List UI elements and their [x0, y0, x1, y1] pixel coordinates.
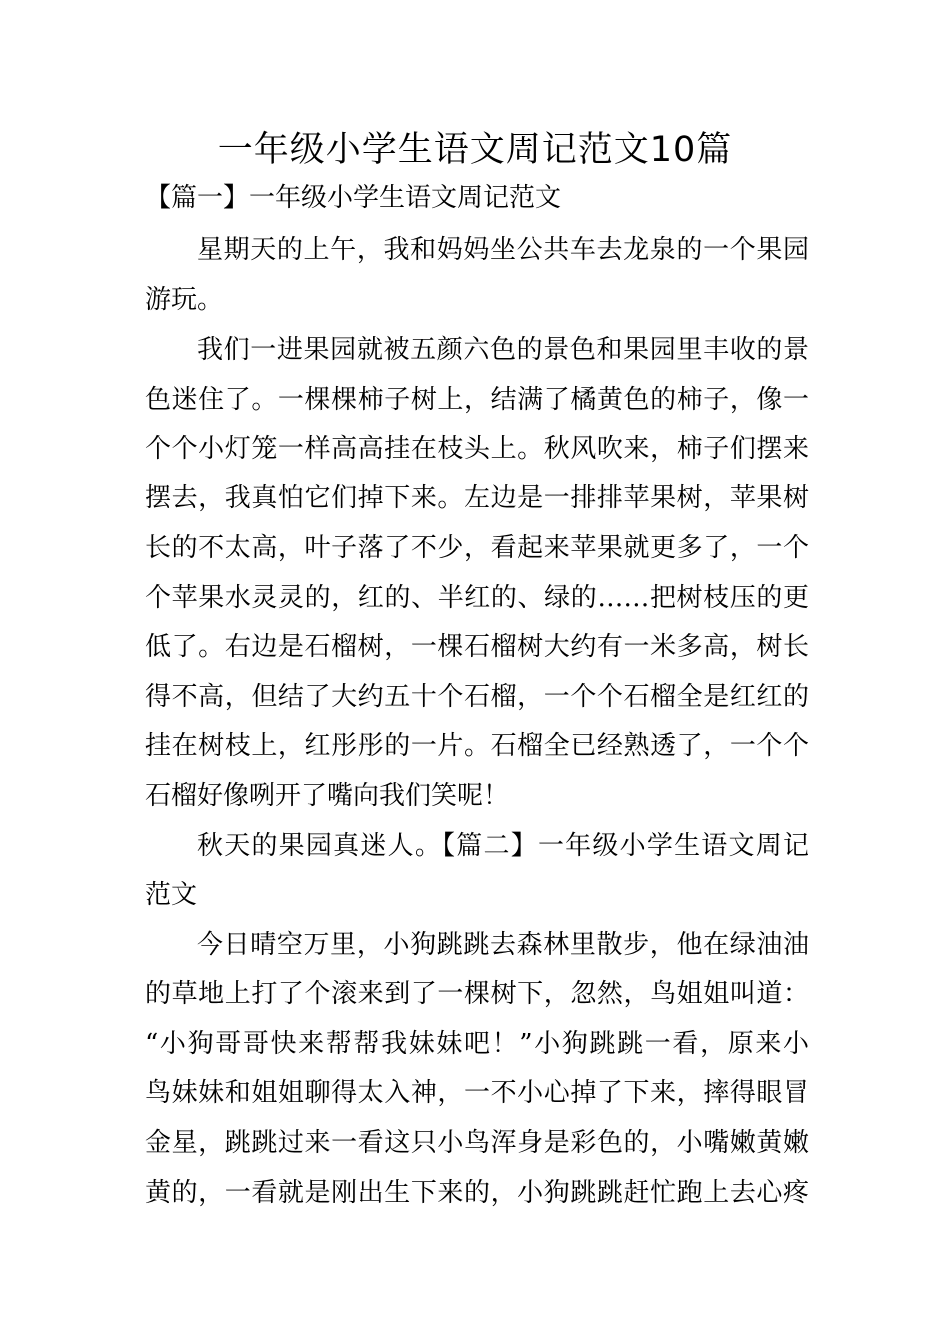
section-heading-1: 【篇一】一年级小学生语文周记范文 [145, 183, 562, 213]
document-title: 一年级小学生语文周记范文10篇 [217, 130, 733, 170]
paragraph-line: 色迷住了。一棵棵柿子树上，结满了橘黄色的柿子，像一 [145, 385, 809, 415]
paragraph-line: 低了。右边是石榴树，一棵石榴树大约有一米多高，树长 [145, 632, 809, 662]
paragraph-line: 挂在树枝上，红彤彤的一片。石榴全已经熟透了，一个个 [145, 731, 809, 761]
paragraph-line: 的草地上打了个滚来到了一棵树下，忽然，鸟姐姐叫道： [145, 979, 809, 1009]
paragraph-line: 黄的，一看就是刚出生下来的，小狗跳跳赶忙跑上去心疼 [145, 1178, 809, 1208]
paragraph-line: 秋天的果园真迷人。【篇二】一年级小学生语文周记 [197, 831, 809, 861]
paragraph-line: 游玩。 [145, 285, 224, 315]
paragraph-line: 个个小灯笼一样高高挂在枝头上。秋风吹来，柿子们摆来 [145, 434, 809, 464]
paragraph-line: 石榴好像咧开了嘴向我们笑呢！ [145, 781, 510, 811]
paragraph-line: 个苹果水灵灵的，红的、半红的、绿的……把树枝压的更 [145, 583, 809, 613]
paragraph-line: 星期天的上午，我和妈妈坐公共车去龙泉的一个果园 [197, 235, 809, 265]
paragraph-line: 长的不太高，叶子落了不少，看起来苹果就更多了，一个 [145, 533, 809, 563]
paragraph-line: 得不高，但结了大约五十个石榴，一个个石榴全是红红的 [145, 682, 809, 712]
paragraph-line: 今日晴空万里，小狗跳跳去森林里散步，他在绿油油 [197, 930, 809, 960]
paragraph-line: 摆去，我真怕它们掉下来。左边是一排排苹果树，苹果树 [145, 483, 809, 513]
paragraph-line: 范文 [145, 880, 198, 910]
paragraph-line: 金星，跳跳过来一看这只小鸟浑身是彩色的，小嘴嫩黄嫩 [145, 1128, 809, 1158]
paragraph-line: 我们一进果园就被五颜六色的景色和果园里丰收的景 [197, 335, 809, 365]
paragraph-line: “小狗哥哥快来帮帮我妹妹吧！”小狗跳跳一看，原来小 [145, 1029, 809, 1059]
paragraph-line: 鸟妹妹和姐姐聊得太入神，一不小心掉了下来，摔得眼冒 [145, 1078, 809, 1108]
